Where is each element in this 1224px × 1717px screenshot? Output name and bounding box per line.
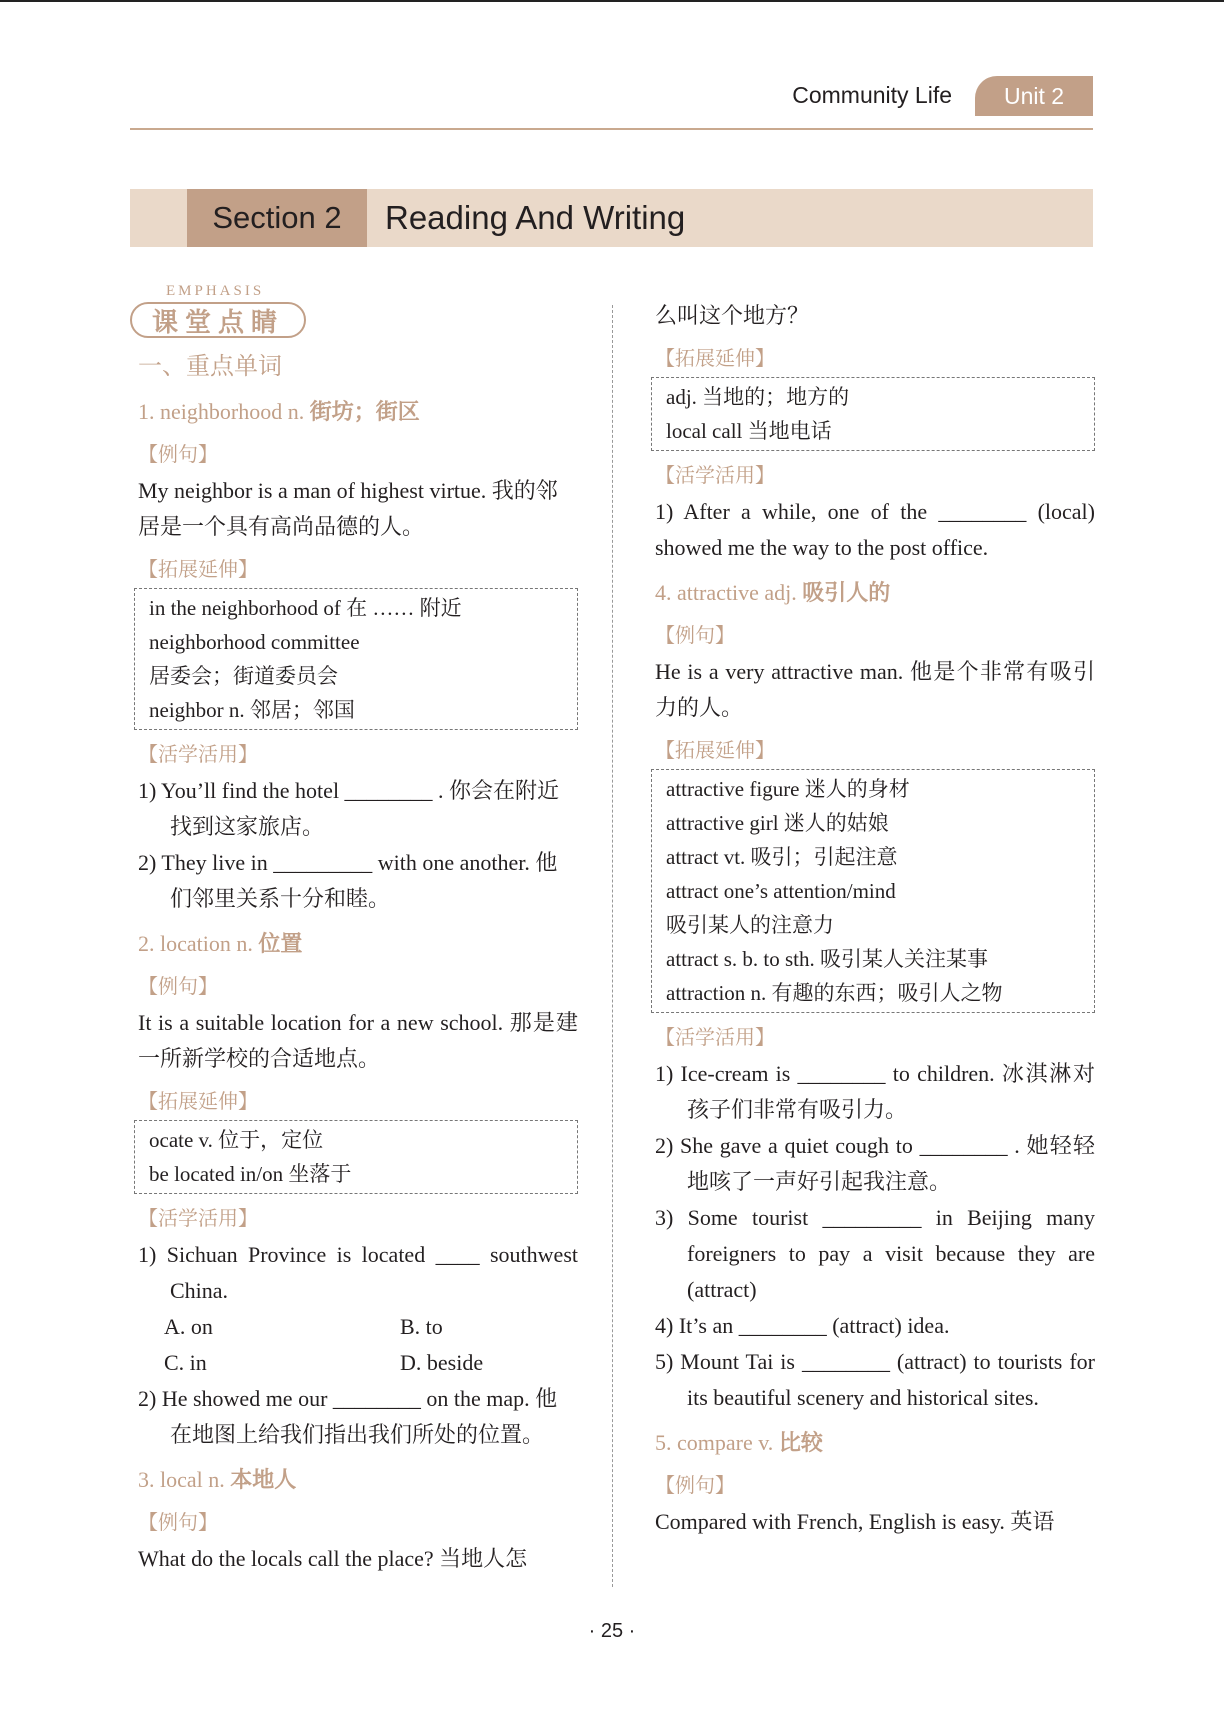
practice-item: 1) After a while, one of the ________ (local) showed me the way to the post office. xyxy=(655,499,1095,560)
extension-line: attractive figure 迷人的身材 xyxy=(666,777,910,801)
extension-box xyxy=(651,377,1095,451)
tag-extension: 【拓展延伸】 xyxy=(138,1089,258,1113)
unit-badge: Unit 2 xyxy=(975,76,1093,116)
header-rule xyxy=(130,128,1093,130)
practice-item: 5) Mount Tai is ________ (attract) to tourists for its beautiful scenery and historical sites. xyxy=(655,1349,1095,1410)
tag-practice: 【活学活用】 xyxy=(655,463,775,487)
right-column xyxy=(655,298,1095,1540)
section-number: Section 2 xyxy=(187,189,367,247)
section-banner xyxy=(130,189,1093,247)
tag-example: 【例句】 xyxy=(655,623,735,647)
tag-example: 【例句】 xyxy=(655,1473,735,1497)
extension-box xyxy=(134,1120,578,1194)
extension-line: be located in/on 坐落于 xyxy=(149,1162,352,1186)
tag-extension: 【拓展延伸】 xyxy=(655,346,775,370)
left-column xyxy=(138,346,578,1577)
practice-item: 4) It’s an ________ (attract) idea. xyxy=(655,1313,950,1338)
extension-line: neighborhood committee xyxy=(149,630,360,654)
extension-line: attractive girl 迷人的姑娘 xyxy=(666,811,889,835)
extension-line: ocate v. 位于，定位 xyxy=(149,1128,324,1152)
emphasis-label-zh: 课堂点睛 xyxy=(130,302,306,338)
extension-line: attract vt. 吸引；引起注意 xyxy=(666,845,898,869)
extension-line: attract s. b. to sth. 吸引某人关注某事 xyxy=(666,947,988,971)
example-sentence: What do the locals call the place? 当地人怎 xyxy=(138,1546,528,1571)
word-entry-compare: 5. compare v. 比较 xyxy=(655,1430,823,1456)
tag-extension: 【拓展延伸】 xyxy=(655,738,775,762)
example-sentence: He is a very attractive man. 他是个非常有吸引力的人。 xyxy=(655,659,1095,720)
extension-line: 居委会；街道委员会 xyxy=(149,664,338,688)
example-sentence: It is a suitable location for a new school. 那是建一所新学校的合适地点。 xyxy=(138,1010,578,1071)
answer-options xyxy=(138,1309,578,1381)
top-border xyxy=(0,0,1224,2)
example-sentence: My neighbor is a man of highest virtue. 我的邻居是一个具有高尚品德的人。 xyxy=(138,478,558,539)
tag-example: 【例句】 xyxy=(138,1510,218,1534)
section-title: Reading And Writing xyxy=(385,199,686,236)
column-divider xyxy=(612,305,613,1587)
tag-example: 【例句】 xyxy=(138,974,218,998)
emphasis-label-en: EMPHASIS xyxy=(166,283,265,299)
example-sentence: Compared with French, English is easy. 英语 xyxy=(655,1509,1055,1534)
page-number: · 25 · xyxy=(588,1620,636,1642)
word-entry-attractive: 4. attractive adj. 吸引人的 xyxy=(655,580,891,606)
extension-line: in the neighborhood of 在 …… 附近 xyxy=(149,596,462,620)
option-a: A. on xyxy=(164,1314,213,1339)
running-header-title: Community Life xyxy=(792,82,952,108)
practice-item: 1) Sichuan Province is located ____ southwest China. xyxy=(138,1242,578,1303)
heading-key-words: 一、重点单词 xyxy=(138,352,282,380)
extension-line: adj. 当地的；地方的 xyxy=(666,385,850,409)
tag-practice: 【活学活用】 xyxy=(138,1206,258,1230)
word-entry-location: 2. location n. 位置 xyxy=(138,931,303,957)
extension-line: 吸引某人的注意力 xyxy=(666,913,834,937)
option-b: B. to xyxy=(400,1314,443,1339)
practice-item: 2) They live in _________ with one another. 他们邻里关系十分和睦。 xyxy=(138,850,558,911)
extension-box xyxy=(651,769,1095,1013)
word-entry-local: 3. local n. 本地人 xyxy=(138,1467,297,1493)
tag-example: 【例句】 xyxy=(138,442,218,466)
option-c: C. in xyxy=(164,1350,207,1375)
option-d: D. beside xyxy=(400,1350,484,1375)
extension-box xyxy=(134,588,578,730)
practice-item: 2) She gave a quiet cough to ________ . 她轻轻地咳了一声好引起我注意。 xyxy=(655,1133,1095,1194)
extension-line: neighbor n. 邻居；邻国 xyxy=(149,698,355,722)
practice-item: 3) Some tourist _________ in Beijing many foreigners to pay a visit because they are (attract) xyxy=(655,1205,1095,1302)
example-sentence-continued: 么叫这个地方？ xyxy=(655,303,810,328)
practice-item: 1) Ice-cream is ________ to children. 冰淇淋对孩子们非常有吸引力。 xyxy=(655,1061,1095,1122)
practice-item: 2) He showed me our ________ on the map. 他在地图上给我们指出我们所处的位置。 xyxy=(138,1386,558,1447)
practice-item: 1) You’ll find the hotel ________ . 你会在附近找到这家旅店。 xyxy=(138,778,560,839)
tag-practice: 【活学活用】 xyxy=(138,742,258,766)
word-entry-neighborhood: 1. neighborhood n. 街坊；街区 xyxy=(138,399,420,425)
extension-line: local call 当地电话 xyxy=(666,419,832,443)
extension-line: attraction n. 有趣的东西；吸引人之物 xyxy=(666,981,1003,1005)
extension-line: attract one’s attention/mind xyxy=(666,879,896,903)
tag-extension: 【拓展延伸】 xyxy=(138,557,258,581)
tag-practice: 【活学活用】 xyxy=(655,1025,775,1049)
